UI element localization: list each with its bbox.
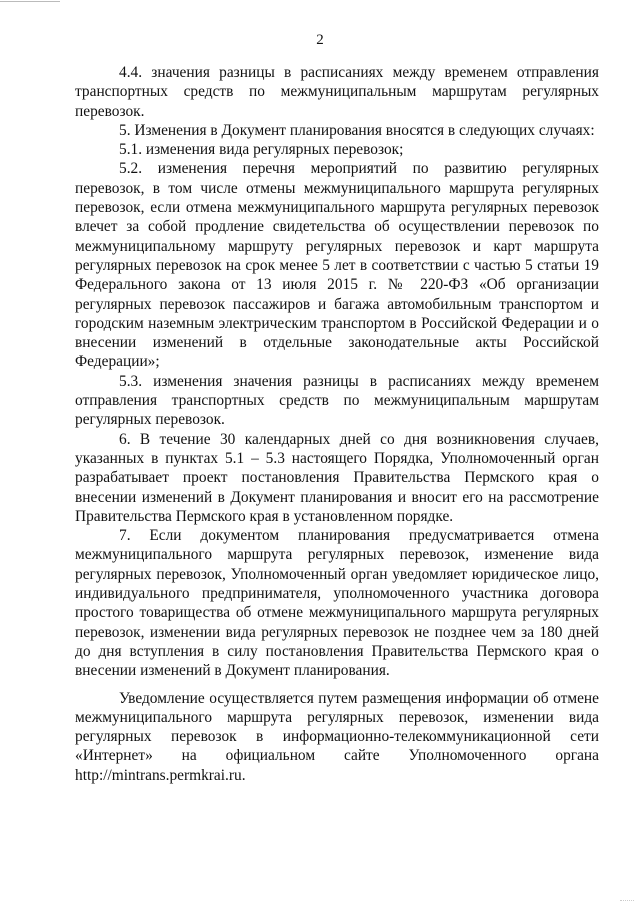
page-number: 2: [316, 32, 324, 48]
paragraph-5-2: 5.2. изменения перечня мероприятий по развитию регулярных перевозок, в том числе отмены межмуниципального маршрута регулярных перевозок, если отмена межмуниципального маршрута регулярных перевозок влечет за собой продление свидетельства об осуществлении перевозок по межмуниципальному маршруту регулярных перевозок и карт маршрута регулярных перевозок на срок менее 5 лет в соответствии с частью 5 статьи 19 Федерального закона от 13 июля 2015 г. № 220-ФЗ «Об организации регулярных перевозок пассажиров и багажа автомобильным транспортом и городским наземным электрическим транспортом в Российской Федерации и о внесении изменений в отдельные законодательные акты Российской Федерации»;: [75, 160, 599, 371]
document-body: [75, 63, 599, 785]
paragraph-5-1: 5.1. изменения вида регулярных перевозок;: [119, 141, 404, 159]
paragraph-5: 5. Изменения в Документ планирования вносятся в следующих случаях:: [119, 121, 595, 139]
top-edge-rule: [0, 1, 60, 2]
paragraph-notification: Уведомление осуществляется путем размещения информации об отмене межмуниципального маршрута регулярных перевозок, изменении вида регулярных перевозок в информационно-телекоммуникационной сети «Интернет» на официальном сайте Уполномоченного органа http://mintrans.permkrai.ru.: [75, 689, 599, 784]
paragraph-5-3: 5.3. изменения значения разницы в расписаниях между временем отправления транспортных средств по межмуниципальным маршрутам регулярных перевозок.: [75, 372, 599, 429]
paragraph-4-4: 4.4. значения разницы в расписаниях между временем отправления транспортных средств по межмуниципальным маршрутам регулярных перевозок.: [75, 64, 599, 120]
paragraph-7: 7. Если документом планирования предусматривается отмена межмуниципального маршрута регулярных перевозок, изменение вида регулярных перевозок, Уполномоченный орган уведомляет юридическое лицо, индивидуального предпринимателя, уполномоченного участника договора простого товарищества об отмене межмуниципального маршрута регулярных перевозок, изменении вида регулярных перевозок не позднее чем за 180 дней до дня вступления в силу постановления Правительства Пермского края о внесении изменений в Документ планирования.: [75, 527, 599, 680]
paragraph-6: 6. В течение 30 календарных дней со дня возникновения случаев, указанных в пунктах 5.1 – 5.3 настоящего Порядка, Уполномоченный орган разрабатывает проект постановления Правительства Пермского края о внесении изменений в Документ планирования и вносит его на рассмотрение Правительства Пермского края в установленном порядке.: [75, 430, 599, 525]
corner-scan-mark: [620, 896, 634, 901]
